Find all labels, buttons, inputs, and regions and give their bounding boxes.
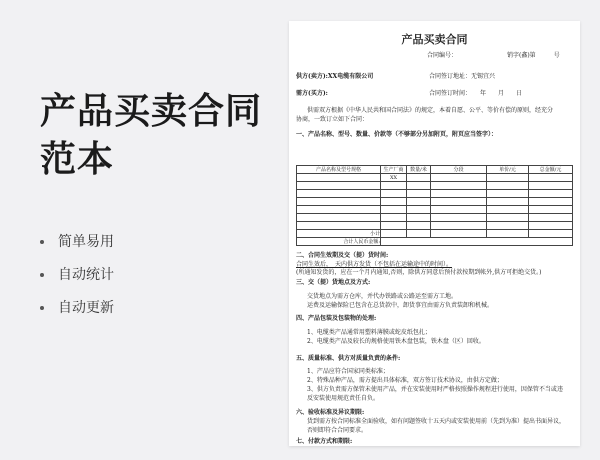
table-cell <box>407 174 431 182</box>
template-title: 产品买卖合同范本 <box>40 91 263 180</box>
product-table <box>296 165 573 246</box>
section-heading: 三、交（提）货地点及方式: <box>296 279 371 286</box>
section-heading: 一、产品名称、型号、数量、价款等（不够部分另加附页，附页应当签字）： <box>296 131 498 138</box>
clause-line: 合同生效后， 天内供方发货（不包括在运输途中的时间）。 <box>296 261 453 268</box>
section-heading: 五、质量标准、供方对质量负责的条件: <box>296 355 401 362</box>
table-row <box>297 190 573 198</box>
contract-no-label: 合同编号： <box>427 52 458 59</box>
clause-line: 1、电缆类产品通常用塑料薄膜或蛇皮纸包扎； <box>307 329 431 336</box>
clause-line: 交货地点为需方仓库，并代办铁路或公路运至需方工地。 <box>307 293 458 300</box>
contract-preview <box>289 21 580 446</box>
table-cell <box>297 174 381 182</box>
table-header: 总金额/元 <box>529 166 573 174</box>
bullet-icon <box>40 306 44 310</box>
clause-line: 货到需方按合同标准全面验收，如有问题签收十五天内或安装使用前（先到为准）提出书面异议， <box>307 418 566 425</box>
table-row <box>297 206 573 214</box>
feature-item: 简单易用 <box>40 232 114 265</box>
clause-line: 2、电缆类产品及较长的规格使用铁木盘包装，铁木盘（区）回收。 <box>307 338 485 345</box>
sign-date: 合同签订时间： 年 月 日 <box>429 90 523 97</box>
intro-line: 协商，一致订立如下合同： <box>296 116 369 123</box>
clause-line: 1、产品应符合国家同类标准； <box>307 368 389 375</box>
clause-line: (所通知发货的，应在一个月内通知,否则，除供方同意后预付款按期到帐外,供方可拒绝交货。) <box>296 269 542 276</box>
total-row <box>297 238 573 246</box>
table-cell: XX <box>381 174 407 182</box>
bullet-icon <box>40 240 44 244</box>
table-row <box>297 222 573 230</box>
contract-title: 产品买卖合同 <box>401 33 468 46</box>
sign-place: 合同签订地址：无锡宜兴 <box>429 73 496 80</box>
contract-no-value: 销字(鑫)第 号 <box>507 52 560 59</box>
table-row <box>297 198 573 206</box>
section-heading: 六、验收标准及异议期限: <box>296 409 365 416</box>
feature-list <box>40 232 114 331</box>
subtotal-label: 小计 <box>297 230 381 238</box>
table-row <box>297 174 573 182</box>
bullet-icon <box>40 273 44 277</box>
table-row <box>297 182 573 190</box>
feature-item: 自动更新 <box>40 298 114 331</box>
section-heading: 四、产品包装及包装物的处理: <box>296 315 377 322</box>
feature-item: 自动统计 <box>40 265 114 298</box>
clause-line: 3、供方负责需方保管未使用产品，并在安装使用时严格按照操作规程进行使用，因保管不当或违 <box>307 386 563 393</box>
table-header: 生产厂商 <box>381 166 407 174</box>
clause-line: 2、特殊品种产品，需方提出具体标准，双方签订技术协议，由供方定做； <box>307 377 503 384</box>
table-row <box>297 214 573 222</box>
section-heading: 二、合同生效期及交（提）货时间: <box>296 252 389 259</box>
table-cell <box>487 174 529 182</box>
subtotal-row <box>297 230 573 238</box>
table-header: 产品名称及型号规格 <box>297 166 381 174</box>
left-panel <box>0 0 290 460</box>
table-header: 单价/元 <box>487 166 529 174</box>
clause-line: 运费及运输保险已包含在总货款中，卸货事宜由需方负责装卸和机械。 <box>307 302 494 309</box>
section-heading: 七、付款方式和期限: <box>296 438 353 445</box>
table-header: 分段 <box>431 166 487 174</box>
table-cell <box>431 174 487 182</box>
clause-line: 否则即符合合同要求。 <box>307 427 368 434</box>
clause-line: 反安装使用规范责任自负。 <box>307 395 380 402</box>
intro-line: 供需双方根据《中华人民共和国合同法》的规定，本着自愿、公平、等价有偿的原则，经充分 <box>307 107 554 114</box>
table-header-row <box>297 166 573 174</box>
buyer-line: 需方(买方): <box>296 90 328 97</box>
seller-line: 供方(卖方):XX电缆有限公司 <box>296 73 374 80</box>
table-header: 数量/米 <box>407 166 431 174</box>
total-label: 合计人民币金额: <box>297 238 381 246</box>
table-cell <box>529 174 573 182</box>
